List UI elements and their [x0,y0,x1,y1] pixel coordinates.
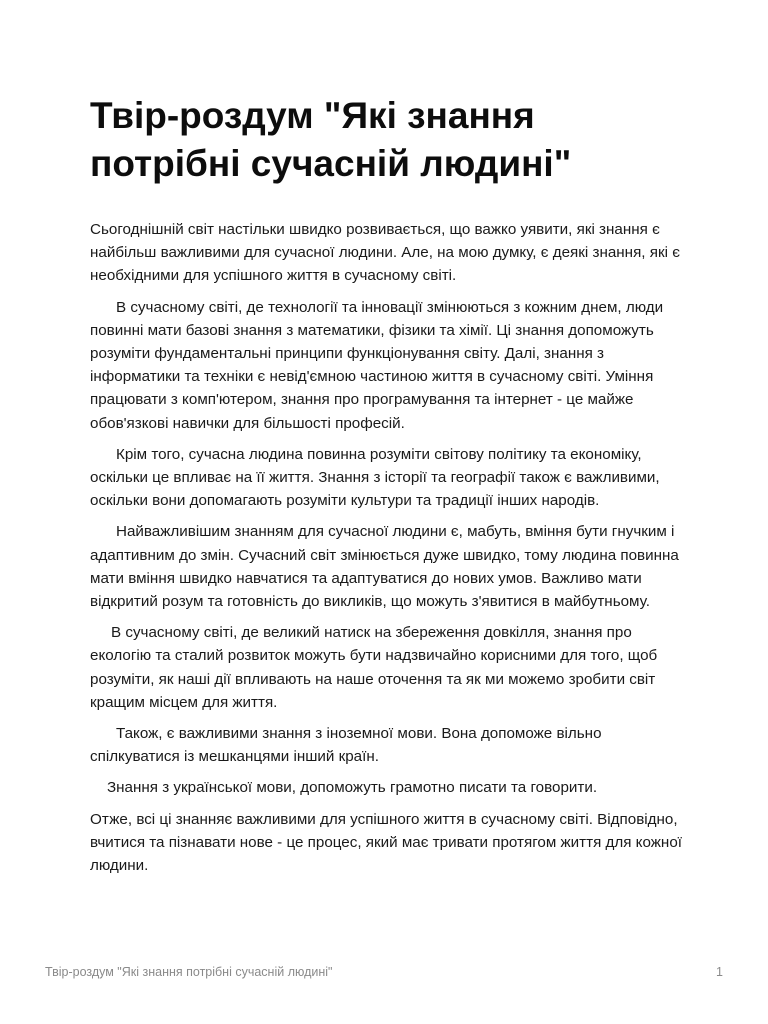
paragraph-conclusion: Отже, всі ці знанняє важливими для успішного життя в сучасному світі. Відповідно, вчитися та пізнавати нове - це процес, який має тривати протягом життя для кожної людини. [90,810,682,875]
document-page [90,92,682,885]
page-number: 1 [716,965,723,979]
paragraph-intro: Сьогоднішній світ настільки швидко розвивається, що важко уявити, які знання є найбільш важливими для сучасної людини. Але, на мою думку, є деякі знання, які є необхідними для успішного життя в сучасному світі. [90,221,680,285]
paragraph-adaptability: Найважливішим знанням для сучасної людини є, мабуть, вміння бути гнучким і адаптивним до змін. Сучасний світ змінюється дуже швидко, тому людина повинна мати вміння швидко навчатися та адаптуватися до нових умов. Важливо мати відкритий розум та готовність до викликів, що можуть з'явитися в майбутньому. [90,523,679,611]
document-title: Твір-роздум "Які знання потрібні сучасній людині" [90,95,572,184]
page-footer [45,965,723,979]
paragraph-science: В сучасному світі, де технології та інновації змінюються з кожним днем, люди повинні мати базові знання з математики, фізики та хімії. Ці знання допоможуть розуміти фундаментальні принципи функціонування світу. Далі, знання з інформатики та техніки є невід'ємною частиною життя в сучасному світі. Уміння працювати з комп'ютером, знання про програмування та інтернет - це майже обов'язкові навички для більшості професій. [90,298,664,432]
paragraph-ecology: В сучасному світі, де великий натиск на збереження довкілля, знання про екологію та сталий розвиток можуть бути надзвичайно корисними для того, щоб розуміти, як наші дії впливають на наше оточення та як ми можемо зробити світ кращим місцем для життя. [90,624,658,711]
paragraph-languages: Також, є важливими знання з іноземної мови. Вона допоможе вільно спілкуватися із мешканцями інший країн. [90,725,602,766]
paragraph-ukrainian: Знання з української мови, допоможуть грамотно писати та говорити. [107,779,598,797]
footer-title: Твір-роздум "Які знання потрібні сучасній людині" [45,965,333,979]
paragraph-politics: Крім того, сучасна людина повинна розуміти світову політику та економіку, оскільки це впливає на її життя. Знання з історії та географії також є важливими, оскільки вони допомагають розуміти культури та традиції інших народів. [90,445,660,510]
